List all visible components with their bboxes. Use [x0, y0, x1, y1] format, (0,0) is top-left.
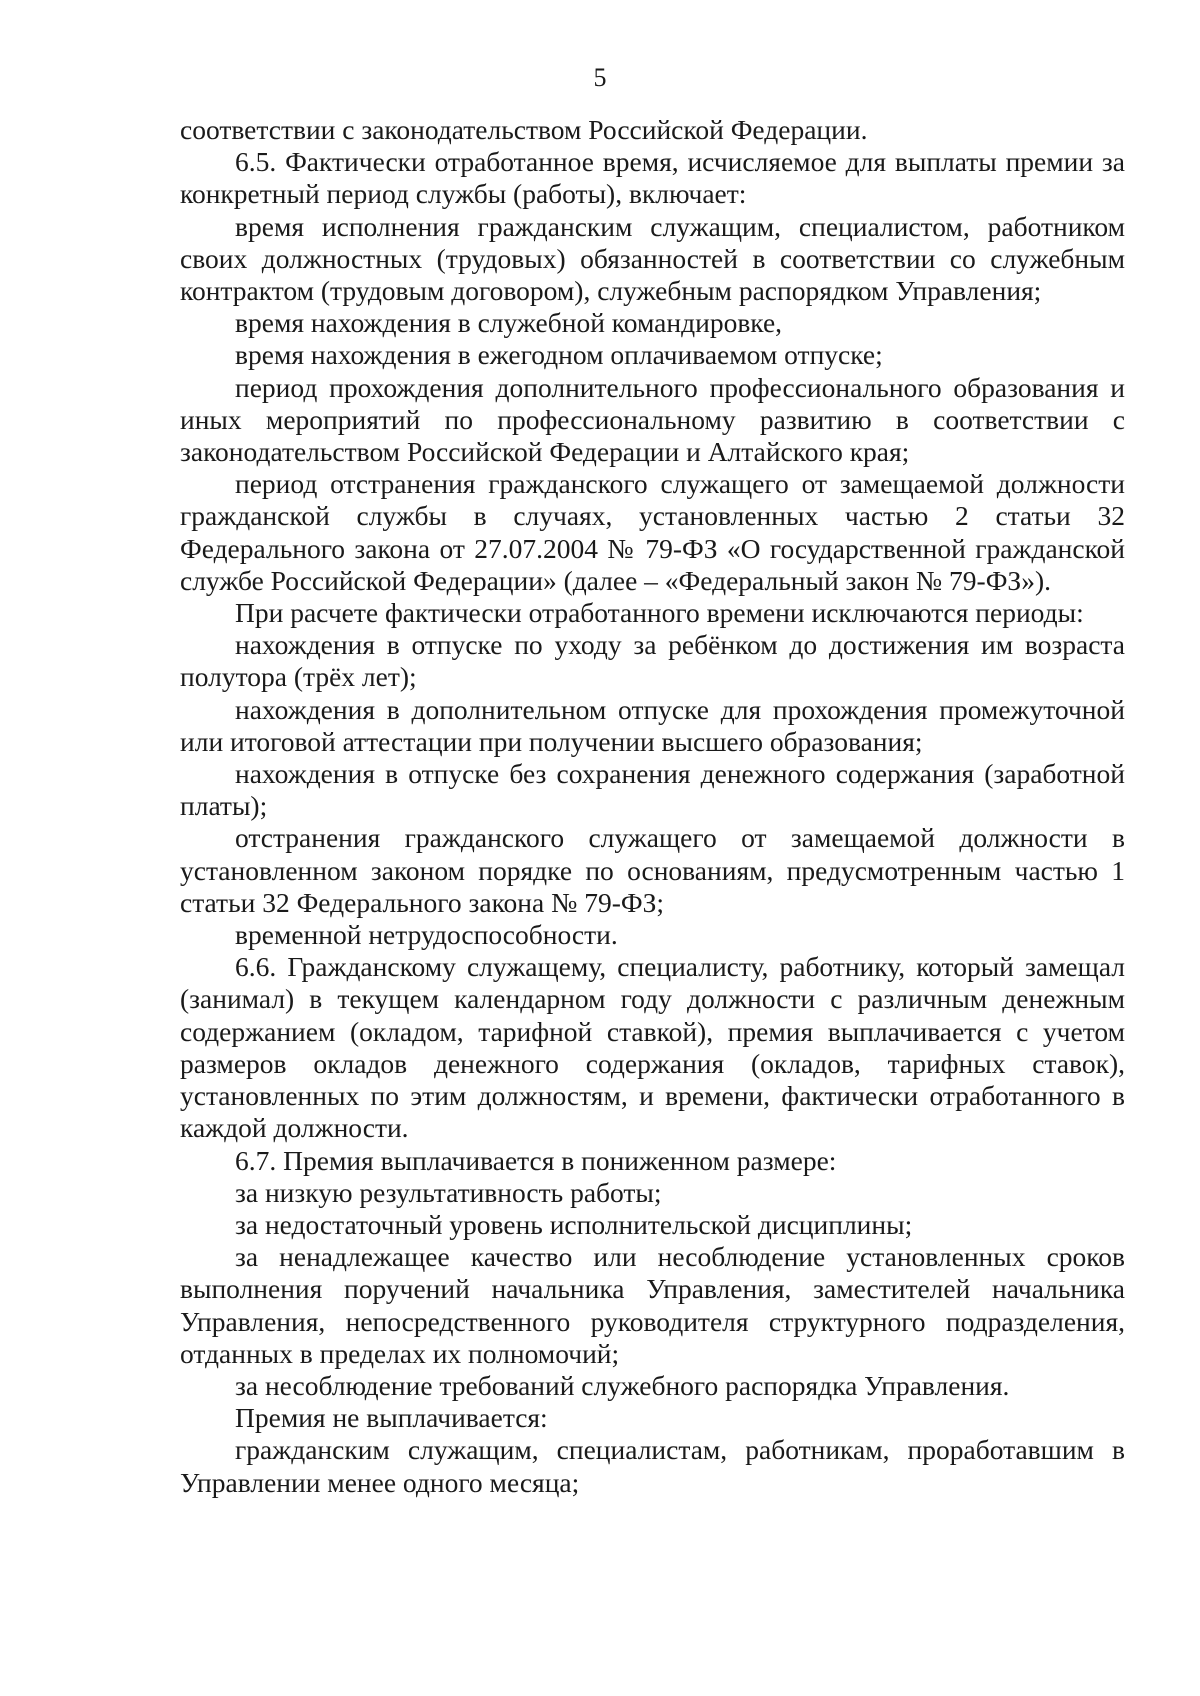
paragraph: нахождения в дополнительном отпуске для прохождения промежуточной или итоговой аттестации при получении высшего образования; [180, 693, 1125, 757]
paragraph: период прохождения дополнительного профессионального образования и иных мероприятий по профессиональному развитию в соответствии с законодательством Российской Федерации и Алтайского края; [180, 371, 1125, 468]
paragraph: нахождения в отпуске по уходу за ребёнком до достижения им возраста полутора (трёх лет); [180, 629, 1125, 693]
paragraph: Премия не выплачивается: [235, 1402, 548, 1434]
paragraph: время нахождения в служебной командировке, [235, 307, 783, 339]
paragraph: 6.7. Премия выплачивается в пониженном размере: [235, 1144, 837, 1176]
paragraph: за недостаточный уровень исполнительской дисциплины; [235, 1208, 913, 1240]
paragraph: 6.6. Гражданскому служащему, специалисту, работнику, который замещал (занимал) в текущем календарном году должности с различным денежным содержанием (окладом, тарифной ставкой), премия выплачивается с учетом размеров окладов денежного содержания (окладов, тарифных ставок), установленных по этим должностям, и времени, фактически отработанного в каждой должности. [180, 951, 1125, 1144]
document-body [180, 114, 1125, 1499]
paragraph: период отстранения гражданского служащего от замещаемой должности гражданской службы в случаях, установленных частью 2 статьи 32 Федерального закона от 27.07.2004 № 79-ФЗ «О государственной гражданской службе Российской Федерации» (далее – «Федеральный закон № 79-ФЗ»). [180, 468, 1125, 596]
paragraph: время исполнения гражданским служащим, специалистом, работником своих должностных (трудовых) обязанностей в соответствии со служебным контрактом (трудовым договором), служебным распорядком Управления; [180, 210, 1125, 307]
paragraph: нахождения в отпуске без сохранения денежного содержания (заработной платы); [180, 758, 1125, 822]
paragraph: 6.5. Фактически отработанное время, исчисляемое для выплаты премии за конкретный период службы (работы), включает: [180, 146, 1125, 210]
paragraph: отстранения гражданского служащего от замещаемой должности в установленном законом порядке по основаниям, предусмотренным частью 1 статьи 32 Федерального закона № 79-ФЗ; [180, 822, 1125, 918]
paragraph: временной нетрудоспособности. [235, 919, 618, 951]
paragraph: за ненадлежащее качество или несоблюдение установленных сроков выполнения поручений начальника Управления, заместителей начальника Управления, непосредственного руководителя структурного подразделения, отданных в пределах их полномочий; [180, 1241, 1125, 1369]
paragraph: за низкую результативность работы; [235, 1176, 662, 1208]
page-number: 5 [593, 63, 607, 92]
paragraph: время нахождения в ежегодном оплачиваемом отпуске; [235, 339, 883, 371]
paragraph: соответствии с законодательством Российской Федерации. [180, 114, 868, 145]
paragraph: При расчете фактически отработанного времени исключаются периоды: [235, 597, 1084, 629]
paragraph: за несоблюдение требований служебного распорядка Управления. [235, 1369, 1010, 1401]
paragraph: гражданским служащим, специалистам, работникам, проработавшим в Управлении менее одного месяца; [180, 1434, 1125, 1498]
